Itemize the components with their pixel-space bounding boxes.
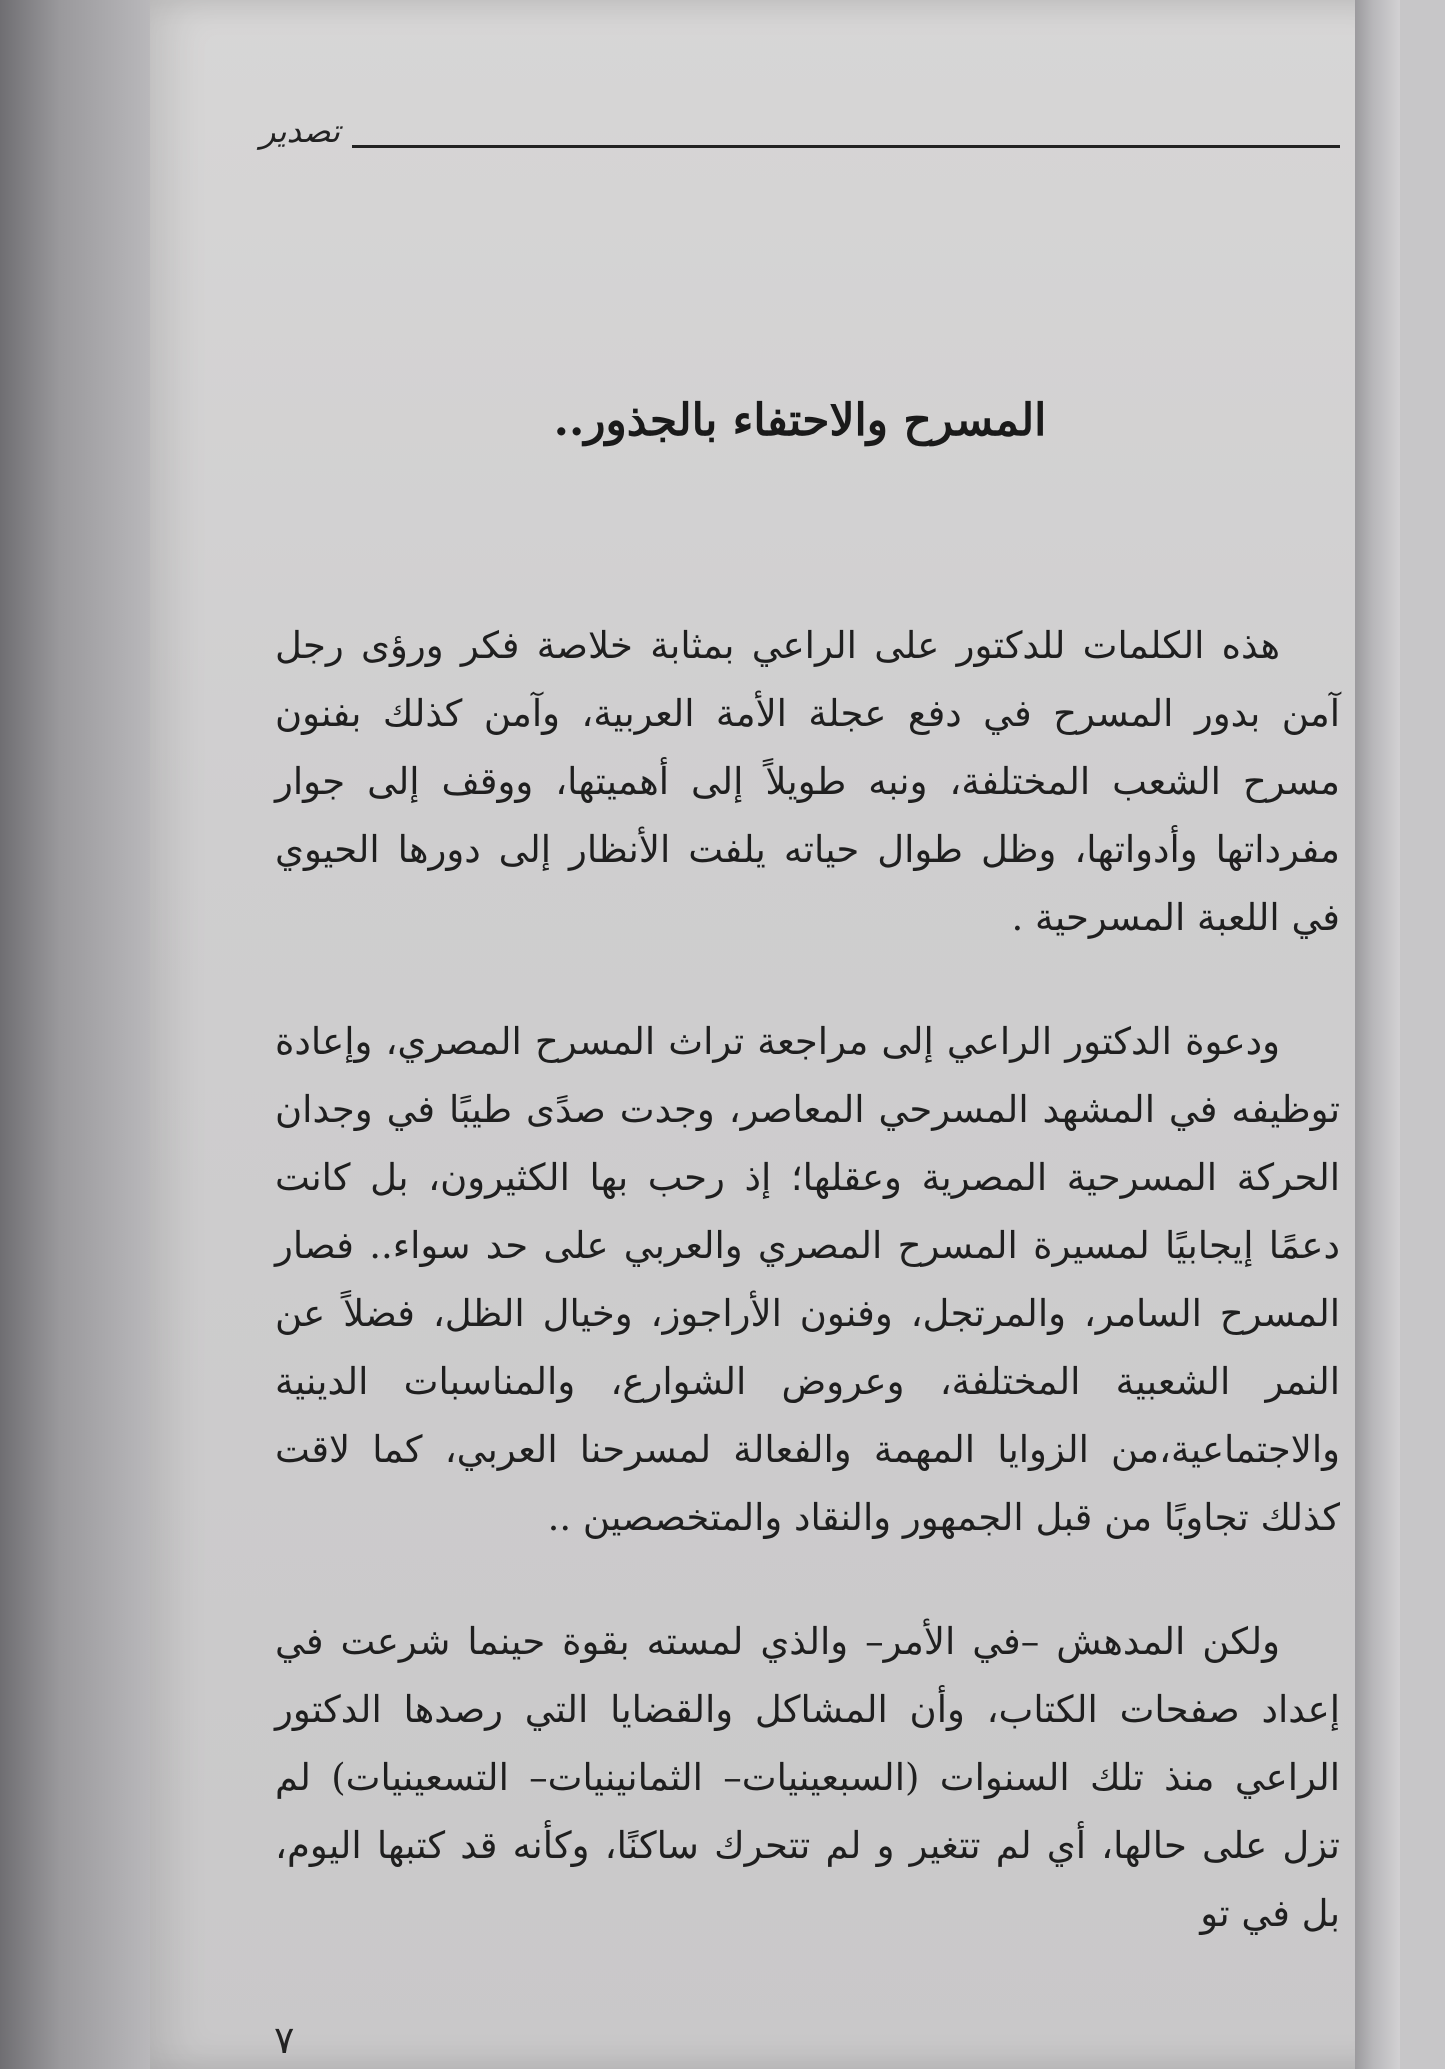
page-edge xyxy=(1355,0,1400,2069)
chapter-title: المسرح والاحتفاء بالجذور.. xyxy=(553,395,1047,446)
page-number: ٧ xyxy=(274,2018,295,2062)
paragraph-3: ولكن المدهش –في الأمر– والذي لمسته بقوة حينما شرعت في إعداد صفحات الكتاب، وأن المشاكل والقضايا التي رصدها الدكتور الراعي منذ تلك السنوات (السبعينيات– الثمانينيات– التسعينيات) لم تزل على حالها، أي لم تتغير و لم تتحرك ساكنًا، وكأنه قد كتبها اليوم، بل في تو xyxy=(275,1620,1340,1935)
running-header xyxy=(260,112,1340,172)
paragraph-1: هذه الكلمات للدكتور على الراعي بمثابة خلاصة فكر ورؤى رجل آمن بدور المسرح في دفع عجلة الأمة العربية، وآمن كذلك بفنون مسرح الشعب المختلفة، ونبه طويلاً إلى أهميتها، ووقف إلى جوار مفرداتها وأدواتها، وظل طوال حياته يلفت الأنظار إلى دورها الحيوي في اللعبة المسرحية . xyxy=(275,624,1340,939)
body-text xyxy=(275,612,1340,2004)
section-label: تصدير xyxy=(260,112,341,150)
header-rule xyxy=(352,145,1340,148)
paragraph-2: ودعوة الدكتور الراعي إلى مراجعة تراث المسرح المصري، وإعادة توظيفه في المشهد المسرحي المعاصر، وجدت صدًى طيبًا في وجدان الحركة المسرحية المصرية وعقلها؛ إذ رحب بها الكثيرون، بل كانت دعمًا إيجابيًا لمسيرة المسرح المصري والعربي على حد سواء.. فصار المسرح السامر، والمرتجل، وفنون الأراجوز، وخيال الظل، فضلاً عن النمر الشعبية المختلفة، وعروض الشوارع، والمناسبات الدينية والاجتماعية،من الزوايا المهمة والفعالة لمسرحنا العربي، كما لاقت كذلك تجاوبًا من قبل الجمهور والنقاد والمتخصصين .. xyxy=(275,1020,1340,1539)
